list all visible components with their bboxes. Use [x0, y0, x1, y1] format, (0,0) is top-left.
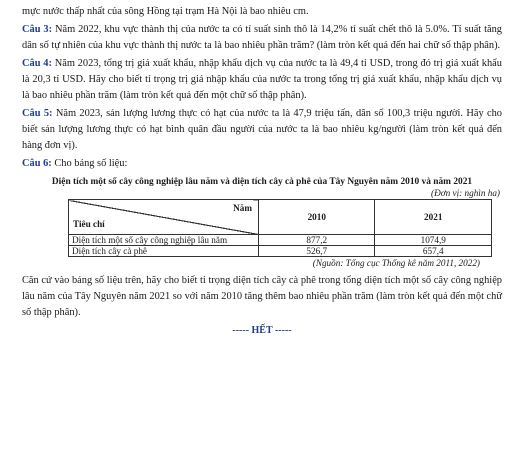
table-corner-header	[69, 200, 259, 235]
question-4-label: Câu 4:	[22, 58, 52, 69]
table-cell: 877,2	[259, 235, 375, 246]
question-6-label: Câu 6:	[22, 158, 52, 169]
question-3-label: Câu 3:	[22, 24, 53, 35]
question-5	[22, 106, 502, 154]
table-row	[69, 235, 492, 246]
question-6-prompt: Căn cứ vào bảng số liệu trên, hãy cho biết tỉ trọng diện tích cây cà phê trong tổng diện tích một số cây công nghiệp lâu năm của Tây Nguyên năm 2021 so với năm 2010 tăng thêm bao nhiêu phần trăm (làm tròn kết quả đến một chữ số thập phân).	[22, 275, 502, 318]
table-row-label: Diện tích một số cây công nghiệp lâu năm	[69, 235, 259, 246]
table-cell: 526,7	[259, 246, 375, 257]
question-5-label: Câu 5:	[22, 108, 53, 119]
question-6-text: Cho bảng số liệu:	[54, 158, 128, 169]
end-marker: ----- HẾT -----	[232, 325, 292, 336]
table-cell: 1074,9	[375, 235, 492, 246]
question-5-text: Năm 2023, sản lượng lương thực có hạt của nước ta là 47,9 triệu tấn, dân số 100,3 triệu người. Hãy cho biết sản lượng lương thực có hạt bình quân đầu người của nước ta là bao nhiêu kg/người (làm tròn kết quả đến hàng đơn vị).	[22, 108, 502, 151]
question-6	[22, 156, 502, 172]
question-3-text: Năm 2022, khu vực thành thị của nước ta có tỉ suất sinh thô là 14,2% tỉ suất chết thô là 5.0%. Tỉ suất tăng dân số tự nhiên của khu vực thành thị nước ta là bao nhiêu phần trăm? (làm tròn kết quả đến hai chữ số thập phân).	[22, 24, 502, 51]
table-unit: (Đơn vị: nghìn ha)	[431, 188, 500, 198]
table-year-header: 2010	[259, 200, 375, 235]
header-year-label: Năm	[233, 203, 253, 213]
question-4-text: Năm 2023, tổng trị giá xuất khẩu, nhập khẩu dịch vụ của nước ta là 49,4 tỉ USD, trong đó trị giá xuất khẩu là 20,3 tỉ USD. Hãy cho biết tỉ trọng trị giá nhập khẩu của nước ta trong tổng trị giá xuất khẩu, nhập khẩu dịch vụ là bao nhiêu phần trăm (làm tròn kết quả đến một chữ số thập phân).	[22, 58, 502, 101]
table-title: Diện tích một số cây công nghiệp lâu năm và diện tích cây cà phê của Tây Nguyên năm 2010 và năm 2021	[51, 177, 473, 187]
table-cell: 657,4	[375, 246, 492, 257]
table-source: (Nguồn: Tổng cục Thống kê năm 2011, 2022)	[312, 258, 480, 268]
table-row	[69, 246, 492, 257]
question-4	[22, 56, 502, 104]
question-3	[22, 22, 502, 54]
table-row-label: Diện tích cây cà phê	[69, 246, 259, 257]
header-criterion-label: Tiêu chí	[73, 219, 105, 229]
table-header-row	[69, 200, 492, 235]
data-table	[68, 199, 492, 257]
table-year-header: 2021	[375, 200, 492, 235]
continued-question-text: mực nước thấp nhất của sông Hồng tại trạm Hà Nội là bao nhiêu cm.	[22, 6, 309, 17]
